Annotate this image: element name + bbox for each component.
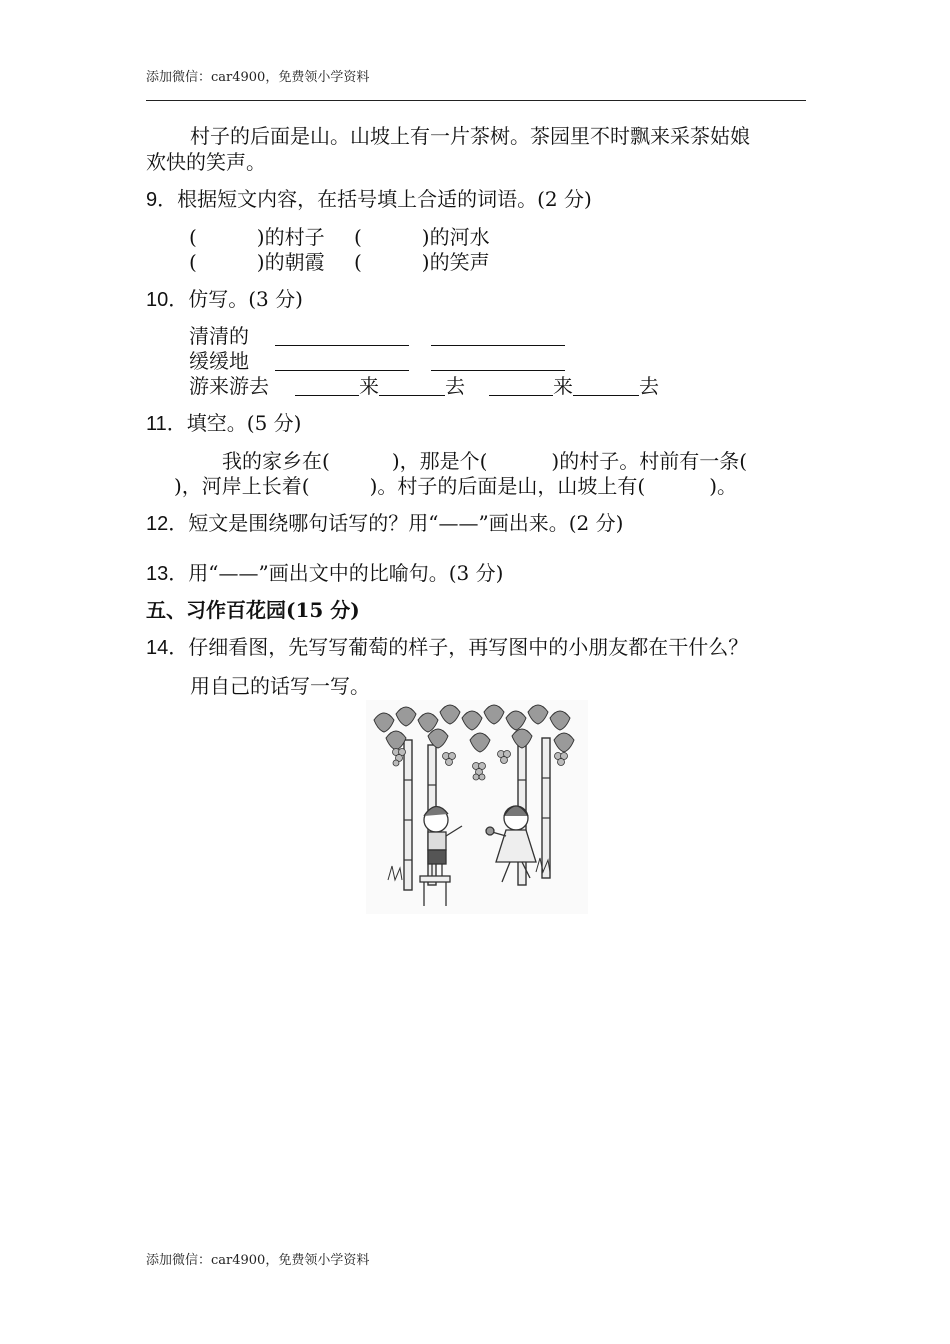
grape-trellis-illustration [366, 700, 588, 914]
q11-line-2[interactable] [174, 473, 737, 499]
header-rule [146, 100, 806, 101]
section-5-title: 五、习作百花园(15 分) [146, 598, 360, 622]
question-14-number: 14． [146, 637, 189, 659]
q10-row-2-label: 缓缓地 [189, 349, 249, 373]
q11-part-1: 我的家乡在( [222, 449, 330, 473]
passage-line-1: 村子的后面是山。山坡上有一片茶树。茶园里不时飘来采茶姑娘 [190, 124, 750, 148]
q10-blank-1[interactable] [275, 325, 409, 346]
question-9 [146, 186, 592, 213]
q9-item-1[interactable]: ( )的村子 [189, 225, 325, 249]
q11-part-5: )。村子的后面是山，山坡上有( [369, 474, 646, 498]
q11-part-3: )的村子。村前有一条( [551, 449, 748, 473]
q11-part-4: )，河岸上长着( [174, 474, 310, 498]
question-11 [146, 410, 301, 437]
q10-row-1-label: 清清的 [189, 324, 249, 348]
q11-part-2: )，那是个( [391, 449, 488, 473]
q10-blank-3[interactable] [275, 350, 409, 371]
question-14-text: 仔细看图，先写写葡萄的样子，再写图中的小朋友都在干什么？ [188, 635, 749, 659]
q10-qu-1: 去 [445, 374, 465, 398]
question-9-text: 根据短文内容，在括号填上合适的词语。(2 分) [177, 187, 592, 211]
question-12-number: 12． [146, 513, 189, 535]
question-12-text: 短文是围绕哪句话写的？用“——”画出来。(2 分) [188, 511, 624, 535]
question-14-line-2: 用自己的话写一写。 [190, 674, 370, 698]
q10-blank-8[interactable] [573, 375, 639, 396]
q11-part-6: )。 [709, 474, 738, 498]
question-10-number: 10． [146, 289, 189, 311]
question-12 [146, 510, 623, 537]
q11-line-1[interactable] [222, 448, 747, 474]
q9-item-3[interactable]: ( )的朝霞 [189, 250, 325, 274]
q10-blank-7[interactable] [489, 375, 553, 396]
page-header: 添加微信：car4900，免费领小学资料 [146, 70, 370, 85]
q9-item-4[interactable]: ( )的笑声 [354, 250, 490, 274]
question-10 [146, 286, 303, 313]
q10-blank-4[interactable] [431, 350, 565, 371]
q10-blank-2[interactable] [431, 325, 565, 346]
question-13-text: 用“——”画出文中的比喻句。(3 分) [188, 561, 504, 585]
q10-row-1 [189, 323, 565, 349]
q9-item-2[interactable]: ( )的河水 [354, 225, 490, 249]
question-13-number: 13． [146, 563, 189, 585]
question-13 [146, 560, 503, 587]
q10-blank-6[interactable] [379, 375, 445, 396]
q10-row-3 [189, 373, 659, 399]
q10-qu-2: 去 [639, 374, 659, 398]
question-9-number: 9． [146, 189, 178, 211]
q10-lai-1: 来 [359, 374, 379, 398]
q10-lai-2: 来 [553, 374, 573, 398]
q10-blank-5[interactable] [295, 375, 359, 396]
page-footer: 添加微信：car4900，免费领小学资料 [146, 1253, 370, 1268]
question-11-number: 11． [146, 413, 187, 435]
q10-row-2 [189, 348, 565, 374]
passage-line-2: 欢快的笑声。 [146, 150, 266, 174]
question-14 [146, 634, 748, 661]
question-10-text: 仿写。(3 分) [188, 287, 303, 311]
q10-row-3-label: 游来游去 [189, 374, 269, 398]
question-11-text: 填空。(5 分) [186, 411, 302, 435]
